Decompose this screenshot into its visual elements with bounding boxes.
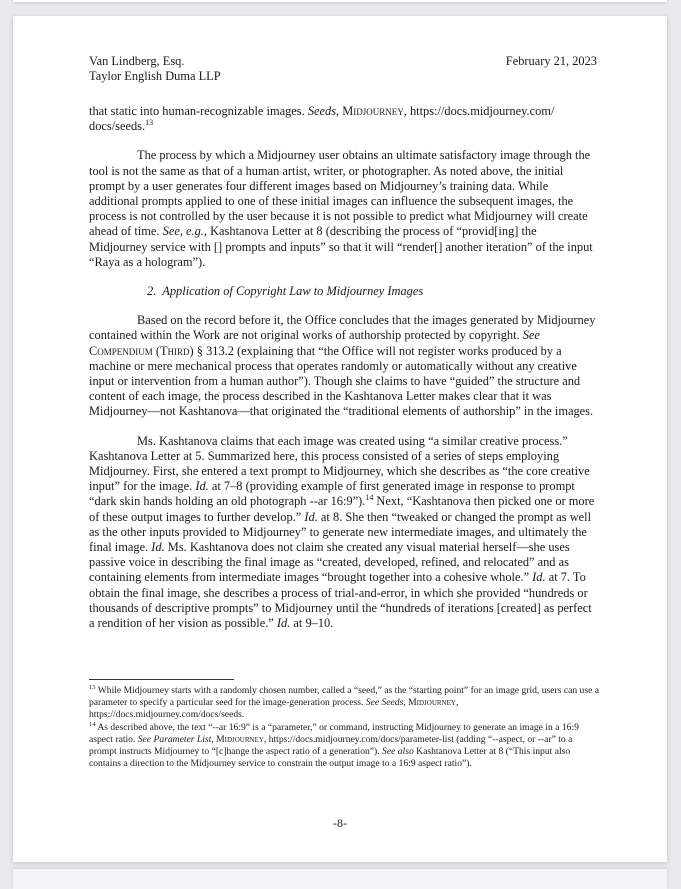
text: ,: [211, 733, 217, 745]
text: Ms. Kashtanova claims that each image was created using “a similar creative process.” Kashtanova Letter at 5. Summarized here, this process consisted of a series of steps employing Midjourney. First, she entered a text prompt to Midjourney, which she describes as “the core creative input” for the image.: [89, 433, 590, 494]
text: Ms. Kashtanova does not claim she created any visual material herself—she uses passive voice in describing the final image as “created, developed, refined, and relocated” and as containing elements from intermediate images “brought together into a cohesive whole.”: [89, 540, 570, 585]
text: § 313.2 (explaining that “the Office will not register works produced by a machine or mere mechanical process that operates randomly or automatically without any creative input or intervention from a human author”). Though she claims to have “guided” the structure and content of each image, the process described in the Kashtanova Letter makes clear that it was Midjourney—not Kashtanova—that originated the “traditional elements of authorship” in the images.: [89, 343, 594, 419]
next-page-edge: [13, 869, 667, 889]
text: at 9–10.: [290, 616, 334, 631]
footnote-number: 13: [89, 684, 96, 691]
citation-source: Midjourney: [342, 104, 404, 118]
citation-signal: See Parameter List: [137, 733, 212, 745]
text: at 8. She then “tweaked or changed the prompt as well as the other inputs provided to Midjourney” to generate new intermediate images, and ultimately the final image.: [89, 509, 592, 555]
paragraph-kashtanova-claims: [89, 434, 597, 632]
citation-source: Midjourney: [216, 733, 264, 745]
text: As described above, the text “--ar 16:9” is a “parameter,” or command, instructing Midjourney to generate an image in a 16:9 aspect ratio.: [89, 721, 579, 745]
text: that static into human-recognizable images.: [89, 104, 308, 118]
paragraph-process: [89, 148, 597, 270]
id-cite: Id.: [304, 509, 318, 524]
text: at 7–8 (providing example of first generated image in response to prompt “dark skin hands holding an old photograph --ar 16:9”).: [89, 479, 575, 509]
footnote-14: [89, 722, 599, 771]
text: Based on the record before it, the Office concludes that the images generated by Midjourney contained within the Work are not original works of authorship protected by copyright.: [89, 313, 596, 343]
text: ,: [336, 104, 343, 118]
paragraph-conclusion: [89, 313, 597, 419]
continuation-paragraph: [89, 104, 597, 134]
text: at 7. To obtain the final image, she describes a process of trial-and-error, in which she provided “hundreds or thousands of descriptive prompts” to Midjourney until the “hundreds of iterations [created] as perfect a rendition of her vision as possible.”: [89, 570, 592, 631]
text: ,: [403, 697, 409, 709]
recipient-name: Van Lindberg, Esq.: [89, 54, 185, 68]
text: Next, “Kashtanova then picked one or more of these output images to further develop.”: [89, 494, 595, 524]
previous-page-edge: [13, 0, 667, 2]
footnote-number: 14: [89, 720, 96, 728]
citation-signal: See Seeds: [365, 697, 404, 709]
page-content: [89, 54, 597, 631]
text: The process by which a Midjourney user obtains an ultimate satisfactory image through the tool is not the same as that of a human artist, writer, or photographer. As noted above, the initial prompt by a user generates four different images based on Midjourney’s training data. While additional prompts applied to one of these initial images can influence the subsequent images, the process is not controlled by the user because it is not possible to predict what Midjourney will create ahead of time.: [89, 148, 591, 239]
id-cite: Id.: [276, 616, 291, 631]
letter-header: [89, 54, 597, 86]
footnotes: [89, 685, 599, 770]
citation-url: , https://docs.midjourney.com/docs/seeds.: [89, 697, 459, 721]
id-cite: Id.: [195, 479, 209, 494]
footnote-13: [89, 685, 599, 722]
citation-title: Seeds: [307, 104, 337, 118]
page-number: -8-: [333, 816, 347, 830]
recipient-firm: Taylor English Duma LLP: [89, 69, 221, 84]
citation-source: Compendium (Third): [89, 343, 194, 358]
section-heading: [89, 284, 597, 299]
text: Kashtanova Letter at 8 (“This input also contains a direction to the Midjourney service to constrain the output image to a 16:9 aspect ratio”).: [89, 746, 571, 770]
citation-source: Midjourney: [408, 697, 456, 709]
document-page: [13, 16, 667, 862]
text: , https://docs.midjourney.com/docs/parameter-list (adding “--aspect, or --ar” to a prompt instructs Midjourney to “[c]hange the aspect ratio of a generation”).: [89, 733, 573, 758]
footnote-separator: [89, 679, 234, 680]
citation-signal: See also: [382, 746, 414, 758]
footnote-ref-13[interactable]: 13: [145, 118, 154, 128]
section-title: Application of Copyright Law to Midjourney Images: [162, 284, 424, 299]
footnote-ref-14[interactable]: 14: [365, 493, 374, 503]
letter-date: February 21, 2023: [505, 54, 597, 68]
text: While Midjourney starts with a randomly chosen number, called a “seed,” as the “starting point” for an image grid, users can use a parameter to specify a particular seed for the image-generation process.: [89, 685, 599, 709]
text: , Kashtanova Letter at 8 (describing the process of “provid[ing] the Midjourney service with [] prompts and inputs” so that it will “render[] another iteration” of the input “Raya as a hologram”).: [89, 224, 593, 269]
id-cite: Id.: [532, 570, 546, 585]
citation-url: , https://docs.midjourney.com/ docs/seeds.: [89, 104, 555, 134]
section-number: 2.: [147, 284, 157, 299]
id-cite: Id.: [151, 540, 165, 555]
citation-signal: See: [522, 328, 540, 343]
citation-signal: See, e.g.: [162, 224, 204, 239]
